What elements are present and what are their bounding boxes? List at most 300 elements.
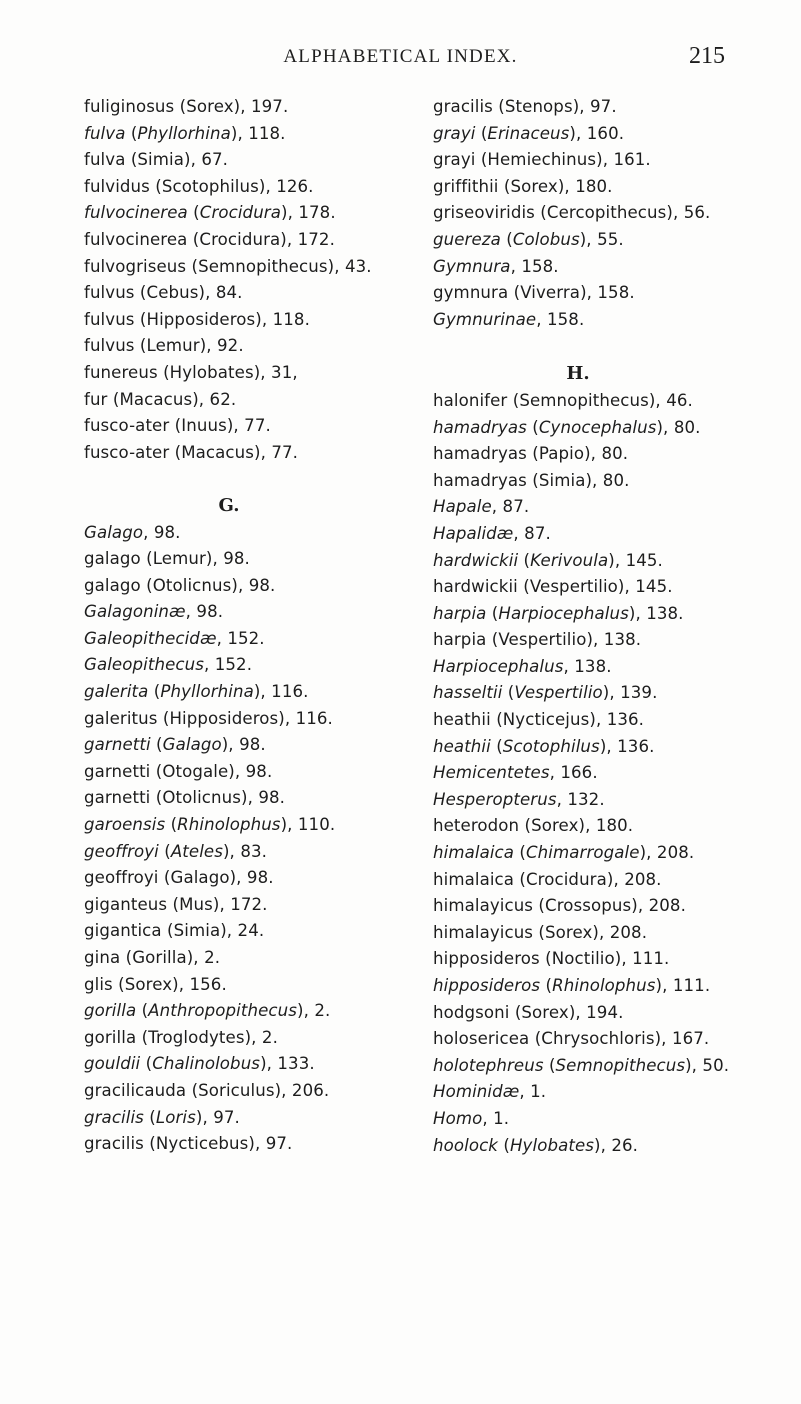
index-entry: gorilla (Anthropopithecus), 2. [84,1001,331,1021]
page-number: 215 [689,43,725,69]
entry-term: himalayicus [433,922,534,942]
entry-term: geoffroyi [84,841,159,861]
entry-genus: Semnopithecus [198,256,328,276]
entry-page-ref: 111. [632,949,670,969]
entry-term: gymnura [433,283,509,303]
entry-genus: Simia [538,470,586,490]
entry-term: gracilis [84,1107,144,1127]
index-entry: glis (Sorex), 156. [84,974,227,994]
entry-term: fuliginosus [84,97,175,116]
entry-term: Hapale [433,497,492,517]
entry-page-ref: 97. [213,1107,240,1127]
entry-page-ref: 31, [271,362,298,382]
entry-page-ref: 98. [258,788,286,808]
entry-term: gorilla [84,1001,137,1021]
entry-term: galerita [84,682,149,702]
index-entry: fusco-ater (Inuus), 77. [84,416,271,436]
entry-genus: Otolicnus [162,788,241,808]
entry-term: griseoviridis [433,203,535,223]
entry-genus: Ateles [170,841,223,861]
entry-term: garnetti [84,735,151,755]
entry-page-ref: 178. [298,203,336,223]
entry-genus: Hipposideros [146,309,256,329]
index-entry: Hapalidæ, 87. [433,523,551,543]
entry-term: fulvus [84,309,135,329]
entry-term: fusco-ater [84,442,170,462]
entry-term: Galeopithecidæ [84,628,217,648]
entry-genus: Macacus [119,389,193,409]
index-entry: fulvus (Cebus), 84. [84,283,243,303]
index-entry: garnetti (Galago), 98. [84,735,266,755]
entry-term: holotephreus [433,1055,544,1075]
entry-genus: Crossopus [545,896,632,916]
entry-term: gracilicauda [84,1080,187,1100]
index-entry: Hominidæ, 1. [433,1082,547,1102]
index-entry: garoensis (Rhinolophus), 110. [84,815,336,835]
section-letter-g: G. [218,494,240,516]
entry-page-ref: 98. [196,602,224,622]
entry-term: glis [84,974,113,994]
entry-term: griffithii [433,176,499,196]
entry-term: hipposideros [433,976,541,995]
entry-page-ref: 98. [153,522,181,542]
index-entry: gracilis (Nycticebus), 97. [84,1134,293,1154]
entry-genus: Galago [162,735,222,755]
index-entry: grayi (Hemiechinus), 161. [433,150,651,170]
entry-term: himalaica [433,843,515,863]
index-entry: guereza (Colobus), 55. [433,229,624,249]
entry-term: gracilis [433,97,493,116]
entry-genus: Troglodytes [148,1027,245,1047]
index-entry: hipposideros (Noctilio), 111. [433,949,670,969]
index-entry: Gymnura, 158. [433,256,559,276]
entry-term: himalayicus [433,896,534,916]
entry-genus: Semnopithecus [519,390,649,410]
index-entry: fulva (Simia), 67. [84,150,229,170]
entry-page-ref: 98. [248,575,276,595]
index-entry: fulvogriseus (Semnopithecus), 43. [84,256,372,276]
entry-page-ref: 87. [502,497,530,517]
entry-genus: Viverra [520,283,581,303]
entry-genus: Hylobates [169,362,254,382]
entry-page-ref: 62. [209,389,237,409]
entry-page-ref: 138. [646,603,684,623]
entry-genus: Chalinolobus [152,1054,261,1074]
entry-page-ref: 26. [611,1135,639,1155]
entry-group-g-continued [433,94,763,333]
index-entry: Galeopithecidæ, 152. [84,628,265,648]
entry-term: gracilis [84,1134,144,1154]
index-entry: galago (Otolicnus), 98. [84,575,276,595]
entry-genus: Phyllorhina [137,123,231,143]
entry-page-ref: 67. [201,150,229,170]
entry-term: hipposideros [433,949,540,969]
index-entry: heathii (Nycticejus), 136. [433,710,645,730]
index-entry: gina (Gorilla), 2. [84,948,221,967]
entry-page-ref: 118. [272,309,310,329]
entry-page-ref: 139. [620,683,658,703]
entry-term: fusco-ater [84,416,170,436]
entry-page-ref: 55. [597,229,624,249]
entry-term: fulva [84,150,126,170]
entry-page-ref: 126. [276,176,314,196]
index-entry: Hesperopterus, 132. [433,789,605,809]
entry-term: Harpiocephalus [433,656,564,676]
entry-term: Hapalidæ [433,523,514,543]
entry-page-ref: 208. [609,922,648,942]
entry-genus: Phyllorhina [160,682,254,702]
index-entry: funereus (Hylobates), 31, [84,362,298,382]
index-entry: griseoviridis (Cercopithecus), 56. [433,203,711,223]
entry-term: fulvus [84,283,135,303]
entry-term: fulvus [84,336,135,356]
entry-genus: Nycticejus [502,710,590,730]
entry-term: grayi [433,123,476,143]
entry-page-ref: 158. [597,283,635,303]
index-entry: galago (Lemur), 98. [84,549,250,569]
index-entry: galerita (Phyllorhina), 116. [84,682,309,702]
entry-term: hoolock [433,1135,499,1155]
entry-genus: Vespertilio [514,683,603,703]
entry-term: gorilla [84,1027,137,1047]
entry-term: gigantica [84,921,162,941]
entry-term: giganteus [84,894,168,914]
entry-group-g [84,520,404,1158]
entry-page-ref: 50. [702,1055,730,1075]
entry-term: garnetti [84,788,151,808]
entry-term: gouldii [84,1054,141,1074]
entry-term: Hemicentetes [433,763,550,783]
entry-page-ref: 111. [672,976,711,995]
entry-genus: Sorex [531,816,579,836]
entry-genus: Sorex [186,97,234,116]
entry-genus: Harpiocephalus [498,603,629,623]
entry-term: fulvidus [84,176,150,196]
index-entry: gigantica (Simia), 24. [84,921,265,941]
index-entry: giganteus (Mus), 172. [84,894,268,914]
index-entry: geoffroyi (Galago), 98. [84,868,274,888]
index-entry: Galeopithecus, 152. [84,655,253,675]
entry-term: Galagoninæ [84,602,186,622]
entry-page-ref: 208. [648,896,686,916]
entry-page-ref: 83. [240,841,268,861]
entry-genus: Stenops [504,97,573,116]
entry-term: harpia [433,630,487,650]
index-entry: Homo, 1. [433,1108,510,1128]
entry-genus: Sorex [521,1002,569,1022]
entry-genus: Loris [155,1107,196,1127]
entry-page-ref: 97. [590,97,617,116]
entry-page-ref: 133. [277,1054,315,1074]
index-entry: harpia (Vespertilio), 138. [433,630,642,650]
index-entry: garnetti (Otolicnus), 98. [84,788,286,808]
entry-page-ref: 158. [521,256,559,276]
entry-term: fur [84,389,108,409]
index-entry: galeritus (Hipposideros), 116. [84,708,333,728]
index-entry: Gymnurinae, 158. [433,309,585,329]
entry-genus: Hemiechinus [487,150,597,170]
entry-genus: Crocidura [526,869,607,889]
index-entry: Galago, 98. [84,522,181,542]
entry-page-ref: 180. [575,176,613,196]
entry-term: galeritus [84,708,158,728]
entry-genus: Nycticebus [155,1134,249,1154]
index-entry: fusco-ater (Macacus), 77. [84,442,299,462]
entry-group-f [84,94,404,466]
entry-page-ref: 208. [624,869,662,889]
entry-page-ref: 138. [603,630,642,650]
entry-page-ref: 145. [635,577,673,597]
index-entry: Hemicentetes, 166. [433,763,598,783]
entry-term: heathii [433,710,491,730]
entry-genus: Hipposideros [169,708,279,728]
entry-page-ref: 77. [244,416,271,436]
entry-genus: Sorex [545,922,593,942]
entry-term: hamadryas [433,470,527,490]
entry-term: heathii [433,736,491,756]
entry-term: Gymnurinae [433,309,537,329]
entry-page-ref: 172. [297,229,335,249]
entry-genus: Cercopithecus [546,203,667,223]
entry-term: hamadryas [433,444,527,464]
index-entry: fulvocinerea (Crocidura), 178. [84,203,336,223]
index-entry: halonifer (Semnopithecus), 46. [433,390,693,410]
index-entry: hamadryas (Cynocephalus), 80. [433,417,701,437]
entry-page-ref: 172. [230,894,268,914]
entry-page-ref: 80. [673,417,701,437]
running-title: ALPHABETICAL INDEX. [283,46,518,67]
index-entry: himalayicus (Crossopus), 208. [433,896,686,916]
entry-term: grayi [433,150,476,170]
entry-page-ref: 138. [574,656,612,676]
entry-term: guereza [433,229,501,249]
entry-genus: Anthropopithecus [148,1001,297,1021]
index-entry: fulva (Phyllorhina), 118. [84,123,286,143]
entry-page-ref: 118. [248,123,286,143]
entry-genus: Semnopithecus [555,1055,686,1075]
index-entry: heterodon (Sorex), 180. [433,816,634,836]
entry-term: fulvocinerea [84,229,188,249]
entry-genus: Chrysochloris [541,1029,655,1049]
entry-term: Gymnura [433,256,511,276]
entry-page-ref: 180. [595,816,634,836]
entry-genus: Vespertilio [498,630,587,650]
index-entry: garnetti (Otogale), 98. [84,761,273,781]
index-entry: gymnura (Viverra), 158. [433,283,635,303]
index-entry: fulvus (Hipposideros), 118. [84,309,310,329]
index-entry: hamadryas (Simia), 80. [433,470,630,490]
index-entry: fuliginosus (Sorex), 197. [84,97,289,116]
entry-term: Galeopithecus [84,655,204,675]
entry-genus: Hylobates [509,1135,595,1155]
index-entry: fulvidus (Scotophilus), 126. [84,176,314,196]
entry-genus: Rhinolophus [552,976,656,995]
index-entry: Hapale, 87. [433,497,530,517]
entry-page-ref: 152. [214,655,253,675]
section-spacer [84,466,404,493]
index-entry: heathii (Scotophilus), 136. [433,736,655,756]
entry-term: garoensis [84,815,166,835]
entry-page-ref: 116. [271,682,309,702]
entry-term: himalaica [433,869,515,889]
entry-page-ref: 98. [246,868,274,888]
entry-term: fulvogriseus [84,256,187,276]
entry-page-ref: 166. [560,763,598,783]
index-entry: hasseltii (Vespertilio), 139. [433,683,658,703]
entry-page-ref: 197. [250,97,289,116]
entry-term: harpia [433,603,487,623]
entry-genus: Kerivoula [530,550,609,570]
entry-genus: Cebus [146,283,199,303]
entry-page-ref: 136. [606,710,645,730]
index-entry: hardwickii (Kerivoula), 145. [433,550,663,570]
entry-page-ref: 2. [261,1027,278,1047]
entry-term: hamadryas [433,417,527,437]
entry-genus: Simia [173,921,221,941]
entry-genus: Noctilio [551,949,615,969]
entry-page-ref: 98. [239,735,266,755]
entry-page-ref: 80. [602,470,630,490]
entry-page-ref: 145. [625,550,663,570]
entry-term: heterodon [433,816,520,836]
right-column [433,94,763,1159]
entry-page-ref: 167. [671,1029,710,1049]
entry-page-ref: 56. [683,203,711,223]
index-entry: geoffroyi (Ateles), 83. [84,841,268,861]
entry-term: halonifer [433,390,508,410]
entry-page-ref: 2. [204,948,221,967]
index-entry: grayi (Erinaceus), 160. [433,123,625,143]
entry-genus: Rhinolophus [177,815,281,835]
entry-page-ref: 84. [215,283,243,303]
entry-page-ref: 158. [546,309,585,329]
entry-term: hasseltii [433,683,503,703]
entry-page-ref: 98. [223,549,250,569]
entry-genus: Macacus [181,442,255,462]
entry-page-ref: 46. [666,390,693,410]
entry-genus: Crocidura [199,203,282,223]
entry-term: fulvocinerea [84,203,188,223]
entry-page-ref: 132. [567,789,605,809]
index-entry: gorilla (Troglodytes), 2. [84,1027,278,1047]
index-entry: gracilis (Loris), 97. [84,1107,240,1127]
entry-page-ref: 98. [245,761,273,781]
entry-genus: Sorex [510,176,558,196]
entry-term: galago [84,549,141,569]
entry-term: funereus [84,362,158,382]
index-entry: gouldii (Chalinolobus), 133. [84,1054,315,1074]
entry-term: hardwickii [433,550,519,570]
entry-genus: Papio [538,444,585,464]
index-entry: hoolock (Hylobates), 26. [433,1135,639,1155]
entry-term: holosericea [433,1029,530,1049]
index-entry: gracilis (Stenops), 97. [433,97,617,116]
index-entry: fulvus (Lemur), 92. [84,336,244,356]
entry-page-ref: 194. [586,1002,624,1022]
index-entry: fur (Macacus), 62. [84,389,237,409]
entry-page-ref: 97. [265,1134,293,1154]
entry-genus: Chimarrogale [526,843,640,863]
entry-page-ref: 1. [530,1082,547,1102]
entry-genus: Gorilla [132,948,187,967]
entry-genus: Scotophilus [161,176,259,196]
entry-term: galago [84,575,141,595]
entry-page-ref: 24. [237,921,265,941]
entry-page-ref: 110. [297,815,336,835]
entry-term: Hesperopterus [433,789,557,809]
entry-page-ref: 208. [656,843,695,863]
entry-term: geoffroyi [84,868,159,888]
entry-genus: Lemur [152,549,206,569]
entry-term: hardwickii [433,577,518,597]
index-entry: hipposideros (Rhinolophus), 111. [433,976,711,995]
entry-page-ref: 136. [617,736,655,756]
entry-page-ref: 116. [295,708,333,728]
index-entry: Harpiocephalus, 138. [433,656,612,676]
index-entry: Galagoninæ, 98. [84,602,224,622]
index-entry: griffithii (Sorex), 180. [433,176,613,196]
index-entry: holosericea (Chrysochloris), 167. [433,1029,710,1049]
index-entry: himalayicus (Sorex), 208. [433,922,648,942]
entry-genus: Erinaceus [487,123,570,143]
section-letter-h: H. [566,363,590,385]
index-entry: himalaica (Chimarrogale), 208. [433,843,695,863]
running-head [0,43,801,76]
entry-page-ref: 87. [524,523,551,543]
entry-genus: Scotophilus [502,736,600,756]
entry-genus: Sorex [124,974,173,994]
entry-genus: Mus [179,894,213,914]
entry-term: garnetti [84,761,151,781]
entry-page-ref: 161. [613,150,651,170]
entry-page-ref: 206. [291,1080,330,1100]
entry-page-ref: 1. [493,1108,510,1128]
entry-genus: Galago [170,868,230,888]
index-entry: hodgsoni (Sorex), 194. [433,1002,624,1022]
index-entry: holotephreus (Semnopithecus), 50. [433,1055,730,1075]
entry-genus: Vespertilio [529,577,618,597]
entry-term: Hominidæ [433,1082,520,1102]
entry-page-ref: 43. [344,256,372,276]
entry-genus: Otolicnus [152,575,232,595]
left-column [84,94,404,1158]
entry-term: fulva [84,123,126,143]
index-entry: himalaica (Crocidura), 208. [433,869,662,889]
index-entry: hardwickii (Vespertilio), 145. [433,577,673,597]
index-entry: gracilicauda (Soriculus), 206. [84,1080,330,1100]
index-entry: harpia (Harpiocephalus), 138. [433,603,684,623]
entry-term: Homo [433,1108,483,1128]
entry-genus: Simia [137,150,185,170]
entry-term: gina [84,948,121,967]
entry-genus: Lemur [146,336,200,356]
index-entry: hamadryas (Papio), 80. [433,444,629,464]
entry-page-ref: 156. [189,974,227,994]
entry-page-ref: 80. [601,444,629,464]
entry-group-h [433,388,763,1159]
entry-term: Galago [84,522,144,542]
entry-page-ref: 152. [227,628,265,648]
entry-page-ref: 2. [314,1001,331,1021]
entry-genus: Soriculus [198,1080,275,1100]
entry-term: hodgsoni [433,1002,510,1022]
entry-genus: Colobus [512,229,580,249]
index-entry: fulvocinerea (Crocidura), 172. [84,229,335,249]
entry-page-ref: 160. [586,123,625,143]
entry-genus: Inuus [181,416,227,436]
entry-page-ref: 77. [271,442,299,462]
entry-genus: Crocidura [199,229,281,249]
